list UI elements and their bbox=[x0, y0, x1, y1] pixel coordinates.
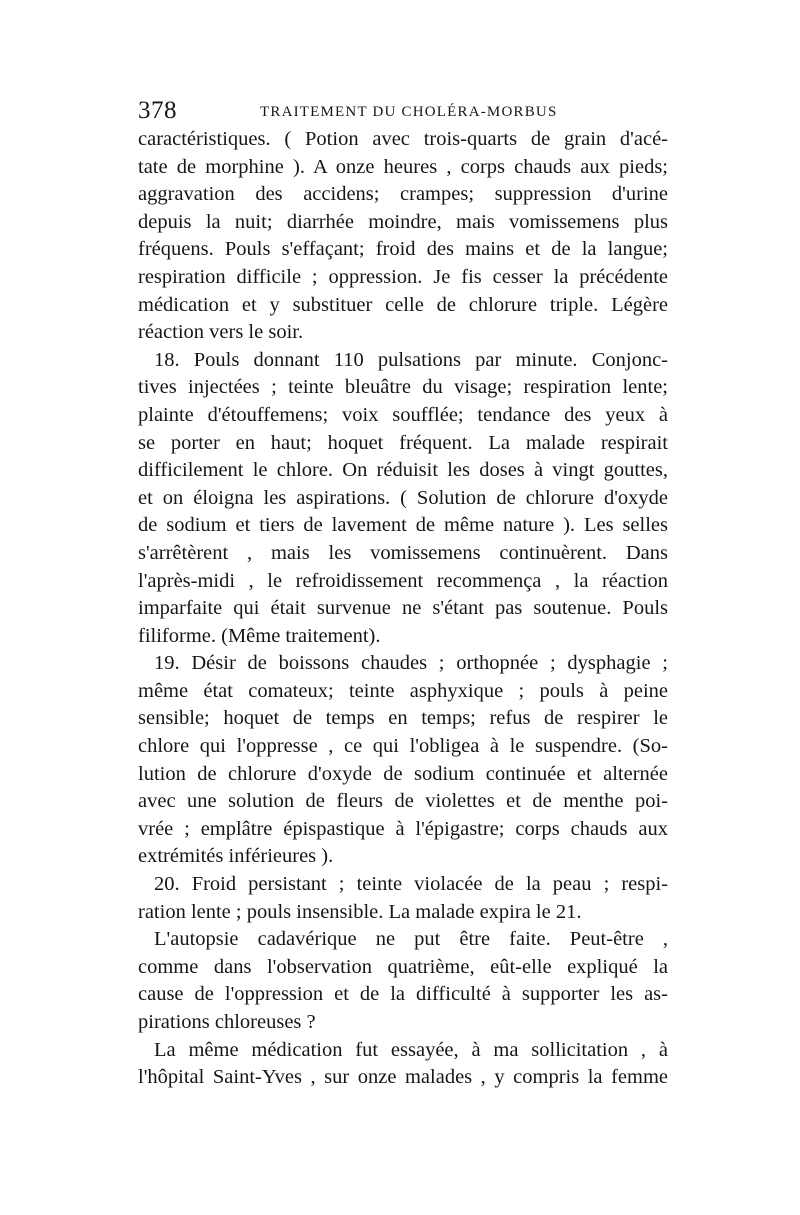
text-line: extrémités inférieures ). bbox=[138, 845, 334, 868]
text-line: respiration difficile ; oppression. Je fis cesser la précédente bbox=[138, 265, 668, 288]
text-line: lution de chlorure d'oxyde de sodium continuée et alternée bbox=[138, 762, 668, 785]
body-text bbox=[138, 126, 668, 1092]
text-line: s'arrêtèrent , mais les vomissemens continuèrent. Dans bbox=[138, 541, 668, 564]
text-line: ration lente ; pouls insensible. La malade expira le 21. bbox=[138, 900, 582, 923]
text-line: 20. Froid persistant ; teinte violacée de la peau ; respi- bbox=[154, 873, 668, 896]
text-line: imparfaite qui était survenue ne s'étant pas soutenue. Pouls bbox=[138, 597, 668, 620]
text-line: tives injectées ; teinte bleuâtre du visage; respiration lente; bbox=[138, 376, 668, 399]
text-line: 19. Désir de boissons chaudes ; orthopnée ; dysphagie ; bbox=[154, 652, 668, 675]
text-line: avec une solution de fleurs de violettes et de menthe poi- bbox=[138, 790, 668, 813]
text-line: l'hôpital Saint-Yves , sur onze malades , y compris la femme bbox=[138, 1066, 668, 1089]
text-line: fréquens. Pouls s'effaçant; froid des mains et de la langue; bbox=[138, 238, 668, 261]
page-number: 378 bbox=[138, 97, 177, 124]
text-line: caractéristiques. ( Potion avec trois-quarts de grain d'acé- bbox=[138, 128, 668, 150]
text-line: vrée ; emplâtre épispastique à l'épigastre; corps chauds aux bbox=[138, 817, 668, 840]
text-line: aggravation des accidens; crampes; suppression d'urine bbox=[138, 183, 668, 206]
text-line: La même médication fut essayée, à ma sollicitation , à bbox=[154, 1038, 668, 1061]
text-line: depuis la nuit; diarrhée moindre, mais vomissemens plus bbox=[138, 210, 668, 233]
text-line: même état comateux; teinte asphyxique ; pouls à peine bbox=[138, 679, 668, 702]
text-line: filiforme. (Même traitement). bbox=[138, 624, 381, 647]
text-line: réaction vers le soir. bbox=[138, 321, 304, 344]
text-line: difficilement le chlore. On réduisit les doses à vingt gouttes, bbox=[138, 459, 668, 482]
text-line: sensible; hoquet de temps en temps; refus de respirer le bbox=[138, 707, 668, 730]
text-line: comme dans l'observation quatrième, eût-elle expliqué la bbox=[138, 955, 668, 978]
text-line: plainte d'étouffemens; voix soufflée; tendance des yeux à bbox=[138, 403, 668, 426]
running-title: TRAITEMENT DU CHOLÉRA-MORBUS bbox=[260, 104, 558, 120]
text-line: chlore qui l'oppresse , ce qui l'obligea à le suspendre. (So- bbox=[138, 735, 668, 758]
text-line: 18. Pouls donnant 110 pulsations par minute. Conjonc- bbox=[154, 348, 668, 371]
text-line: de sodium et tiers de lavement de même nature ). Les selles bbox=[138, 514, 668, 537]
text-line: L'autopsie cadavérique ne put être faite. Peut-être , bbox=[154, 928, 668, 951]
page-header bbox=[138, 96, 668, 126]
text-line: médication et y substituer celle de chlorure triple. Légère bbox=[138, 293, 668, 316]
text-line: se porter en haut; hoquet fréquent. La malade respirait bbox=[138, 431, 668, 454]
text-line: pirations chloreuses ? bbox=[138, 1011, 316, 1033]
text-line: tate de morphine ). A onze heures , corps chauds aux pieds; bbox=[138, 155, 668, 178]
text-line: cause de l'oppression et de la difficulté à supporter les as- bbox=[138, 983, 668, 1006]
text-line: et on éloigna les aspirations. ( Solution de chlorure d'oxyde bbox=[138, 486, 668, 509]
text-line: l'après-midi , le refroidissement recommença , la réaction bbox=[138, 569, 668, 592]
